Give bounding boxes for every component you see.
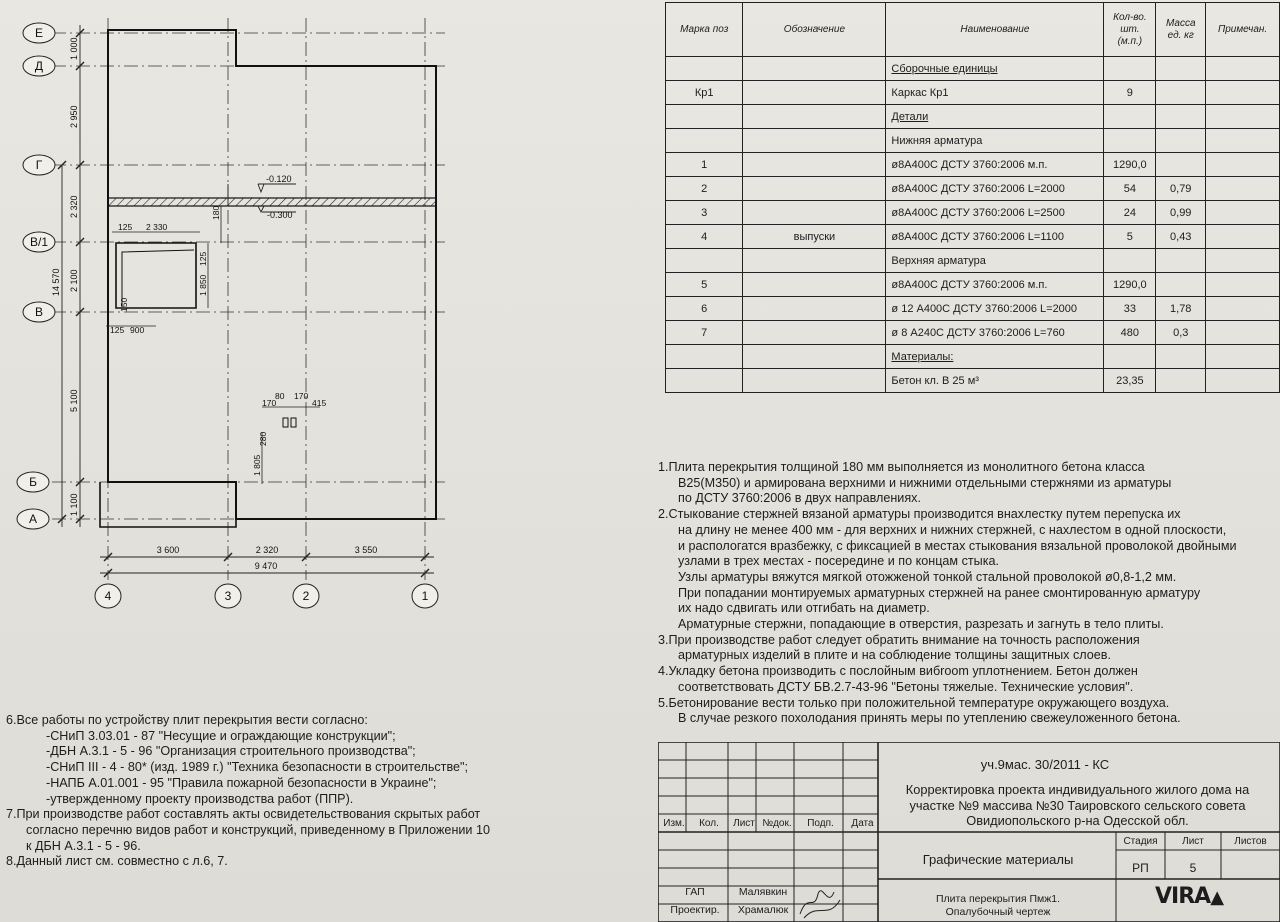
spec-cell-mass: 1,78 <box>1156 297 1206 321</box>
note-line: узлами в трех местах - посередине и по концам стыка. <box>678 554 999 569</box>
note-line: При попадании монтируемых арматурных стержней на ранее смонтированную арматуру <box>678 585 1201 600</box>
spec-cell-qty: 54 <box>1104 177 1156 201</box>
spec-cell-name: ø8А400С ДСТУ 3760:2006 м.п. <box>886 273 1104 297</box>
note-line: -утвержденному проекту производства работ (ППР). <box>46 791 354 806</box>
dim-h-3600: 3 600 <box>156 545 180 555</box>
floor-slab-plan <box>0 0 660 630</box>
role-designer: Проектир. <box>670 904 720 916</box>
dim-opening-900: 900 <box>130 325 145 335</box>
sheet-header: Лист <box>1182 836 1204 847</box>
spec-cell-qty: 33 <box>1104 297 1156 321</box>
note-line: 1.Плита перекрытия толщиной 180 мм выполняется из монолитного бетона класса <box>658 460 1145 474</box>
note-line: соответствовать ДСТУ БВ.2.7-43-96 "Бетоны тяжелые. Технические условия". <box>678 679 1134 694</box>
spec-cell-mass <box>1156 129 1206 153</box>
axis-label-e: Е <box>34 26 44 40</box>
note-line: к ДБН А.3.1 - 5 - 96. <box>26 838 141 853</box>
dim-v-5100: 5 100 <box>69 389 79 412</box>
spec-cell-mark <box>666 129 743 153</box>
spec-cell-note <box>1206 105 1280 129</box>
spec-cell-name: ø8А400С ДСТУ 3760:2006 L=1100 <box>886 225 1104 249</box>
spec-cell-mark: 7 <box>666 321 743 345</box>
spec-cell-qty <box>1104 249 1156 273</box>
dim-v-2100: 2 100 <box>69 269 79 292</box>
note-line: -ДБН А.3.1 - 5 - 96 "Организация строительного производства"; <box>46 744 416 759</box>
name-gap: Малявкин <box>738 886 788 898</box>
spec-cell-mark <box>666 369 743 393</box>
note-line: 6.Все работы по устройству плит перекрытия вести согласно: <box>6 713 368 727</box>
spec-cell-mass <box>1156 249 1206 273</box>
level-minus-0300: -0.300 <box>267 210 293 220</box>
sheets-header: Листов <box>1234 836 1267 847</box>
dim-detail-280: 280 <box>258 431 268 446</box>
axis-label-b: Б <box>29 475 37 489</box>
dim-v-1100: 1 100 <box>69 493 79 516</box>
note-line: арматурных изделий в плите и на соблюдение толщины защитных слоев. <box>678 648 1111 663</box>
spec-cell-qty: 24 <box>1104 201 1156 225</box>
dim-opening-125a: 125 <box>118 222 133 232</box>
dim-h-2320: 2 320 <box>255 545 279 555</box>
spec-cell-note <box>1206 369 1280 393</box>
dim-v-2950: 2 950 <box>69 105 79 128</box>
spec-cell-mark: 2 <box>666 177 743 201</box>
spec-cell-note <box>1206 225 1280 249</box>
spec-cell-designation <box>743 249 886 273</box>
spec-cell-designation <box>743 273 886 297</box>
spec-cell-qty: 23,35 <box>1104 369 1156 393</box>
spec-row <box>666 201 1280 225</box>
col-header-name: Наименование <box>886 3 1104 57</box>
spec-cell-designation <box>743 297 886 321</box>
project-title <box>880 782 1275 829</box>
note-line: Арматурные стержни, попадающие в отверстия, разрезать и загнуть в тело плиты. <box>678 617 1164 632</box>
spec-cell-name: Нижняя арматура <box>886 129 1104 153</box>
stage-value: РП <box>1132 861 1149 875</box>
spec-cell-qty: 1290,0 <box>1104 273 1156 297</box>
spec-cell-note <box>1206 177 1280 201</box>
dim-v-1000: 1 000 <box>69 37 79 60</box>
note-line: -НАПБ А.01.001 - 95 "Правила пожарной безопасности в Украине"; <box>46 775 437 790</box>
detail-openings <box>283 418 296 427</box>
spec-cell-designation <box>743 129 886 153</box>
spec-row <box>666 249 1280 273</box>
axis-label-2: 2 <box>302 589 310 603</box>
sheet-title <box>880 893 1116 918</box>
spec-cell-designation <box>743 105 886 129</box>
axis-lines <box>52 18 445 580</box>
spec-row <box>666 81 1280 105</box>
dim-opening-180: 180 <box>211 205 221 220</box>
spec-row <box>666 177 1280 201</box>
spec-section-row <box>666 57 1280 81</box>
spec-cell-mark: Кр1 <box>666 81 743 105</box>
section-assembly-label: Сборочные единицы <box>886 57 1104 81</box>
dim-detail-80: 80 <box>275 391 285 401</box>
spec-row <box>666 273 1280 297</box>
spec-cell-designation <box>743 177 886 201</box>
note-line: -СНиП III - 4 - 80* (изд. 1989 г.) "Техника безопасности в строительстве"; <box>46 760 468 775</box>
general-notes-left <box>6 713 566 870</box>
dim-detail-170a: 170 <box>294 391 309 401</box>
spec-cell-note <box>1206 81 1280 105</box>
spec-cell-qty <box>1104 105 1156 129</box>
note-line: -СНиП 3.03.01 - 87 "Несущие и ограждающие конструкции"; <box>46 728 396 743</box>
spec-cell-name: ø8А400С ДСТУ 3760:2006 L=2000 <box>886 177 1104 201</box>
axis-label-v: В <box>34 305 44 319</box>
col-data: Дата <box>851 818 874 829</box>
spec-cell-mark: 6 <box>666 297 743 321</box>
axis-label-d: Д <box>34 59 44 73</box>
note-line: 2.Стыкование стержней вязаной арматуры производится внахлестку путем перепуска их <box>658 507 1181 522</box>
spec-cell-qty <box>1104 345 1156 369</box>
spec-cell-note <box>1206 273 1280 297</box>
dim-v-2320: 2 320 <box>69 195 79 218</box>
spec-cell-mark: 4 <box>666 225 743 249</box>
spec-cell-note <box>1206 153 1280 177</box>
col-podp: Подп. <box>807 818 834 829</box>
spec-cell-mark: 3 <box>666 201 743 225</box>
section-title: Графические материалы <box>922 852 1074 867</box>
spec-cell-mass <box>1156 345 1206 369</box>
col-list: Лист <box>733 818 755 829</box>
doc-code: уч.9мас. 30/2011 - КС <box>980 757 1110 772</box>
spec-cell-mass: 0,3 <box>1156 321 1206 345</box>
spec-cell-designation: выпуски <box>743 225 886 249</box>
logo-text: VIRA <box>1155 884 1211 909</box>
spec-cell-mass: 0,99 <box>1156 201 1206 225</box>
spec-cell-note <box>1206 249 1280 273</box>
spec-row <box>666 345 1280 369</box>
spec-cell-mass <box>1156 369 1206 393</box>
role-gap: ГАП <box>685 886 705 898</box>
spec-cell-note <box>1206 321 1280 345</box>
note-line: 3.При производстве работ следует обратить внимание на точность расположения <box>658 632 1140 647</box>
note-line: 7.При производстве работ составлять акты освидетельствования скрытых работ <box>6 807 481 822</box>
spec-cell-name: ø8А400С ДСТУ 3760:2006 м.п. <box>886 153 1104 177</box>
spec-cell-note <box>1206 297 1280 321</box>
spec-cell-mass <box>1156 273 1206 297</box>
project-title-line: участке №9 массива №30 Таировского сельского совета <box>909 797 1246 813</box>
project-title-line: Овидиопольского р-на Одесской обл. <box>966 813 1189 828</box>
dim-opening-125b: 125 <box>198 251 208 266</box>
spec-cell-designation <box>743 321 886 345</box>
axis-label-4: 4 <box>104 589 112 603</box>
spec-cell-note <box>1206 129 1280 153</box>
dim-opening-2330: 2 330 <box>146 222 168 232</box>
col-header-designation: Обозначение <box>743 3 886 57</box>
col-header-mark: Марка поз <box>666 3 743 57</box>
spec-cell-note <box>1206 345 1280 369</box>
dim-opening-1850: 1 850 <box>198 274 208 296</box>
col-header-note: Примечан. <box>1206 3 1280 57</box>
spec-row <box>666 225 1280 249</box>
spec-cell-qty: 1290,0 <box>1104 153 1156 177</box>
dim-v-14570: 14 570 <box>51 268 61 296</box>
col-izm: Изм. <box>663 818 685 829</box>
spec-cell-name: Бетон кл. В 25 м³ <box>886 369 1104 393</box>
spec-cell-mass <box>1156 81 1206 105</box>
spec-row <box>666 297 1280 321</box>
general-notes-right <box>658 460 1280 727</box>
dim-h-9470: 9 470 <box>254 561 278 571</box>
spec-cell-name: Верхняя арматура <box>886 249 1104 273</box>
note-line: по ДСТУ 3760:2006 в двух направлениях. <box>678 491 921 506</box>
axis-label-1: 1 <box>421 589 429 603</box>
spec-cell-name: Детали <box>886 105 1104 129</box>
spec-row <box>666 369 1280 393</box>
spec-header-row <box>666 3 1280 57</box>
col-ndok: №док. <box>762 818 792 829</box>
col-header-mass: Масса ед. кг <box>1156 3 1206 57</box>
spec-row <box>666 129 1280 153</box>
project-title-line: Корректировка проекта индивидуального жилого дома на <box>905 782 1250 797</box>
axis-bubbles-letters <box>17 23 55 529</box>
spec-cell-designation <box>743 369 886 393</box>
slab-outline <box>108 30 436 519</box>
spec-cell-qty: 9 <box>1104 81 1156 105</box>
axis-bubbles-numbers <box>95 584 438 608</box>
note-line: согласно перечню видов работ и конструкций, приведенному в Приложении 10 <box>26 822 490 837</box>
spec-row <box>666 105 1280 129</box>
sheet-title-line: Плита перекрытия Пмж1. <box>936 893 1060 905</box>
note-line: В25(М350) и армирована верхними и нижними отдельными стержнями из арматуры <box>678 475 1172 490</box>
beam-section <box>108 198 436 206</box>
spec-cell-mass <box>1156 153 1206 177</box>
spec-cell-name: ø 12 А400С ДСТУ 3760:2006 L=2000 <box>886 297 1104 321</box>
dim-detail-1805: 1 805 <box>252 454 262 476</box>
note-line: 8.Данный лист см. совместно с л.6, 7. <box>6 854 228 869</box>
note-line: 5.Бетонирование вести только при положительной температуре окружающего воздуха. <box>658 695 1170 710</box>
col-header-qty: Кол-во. шт.(м.п.) <box>1104 3 1156 57</box>
note-line: их надо сдвигать или отгибать на диаметр. <box>678 601 930 616</box>
spec-row <box>666 321 1280 345</box>
note-line: на длину не менее 400 мм - для верхних и нижних стержней, с нахлестом в одной плоскости, <box>678 522 1227 537</box>
note-line: 4.Укладку бетона производить с послойным вибroom уплотнением. Бетон должен <box>658 664 1138 679</box>
name-designer: Храмалюк <box>737 904 789 916</box>
dim-detail-415: 415 <box>312 398 327 408</box>
spec-cell-name: ø 8 А240С ДСТУ 3760:2006 L=760 <box>886 321 1104 345</box>
spec-cell-designation <box>743 153 886 177</box>
dim-opening-150: 150 <box>119 297 129 312</box>
spec-cell-mass <box>1156 105 1206 129</box>
spec-cell-name: Материалы: <box>886 345 1104 369</box>
dim-opening-125c: 125 <box>110 325 125 335</box>
dim-detail-170b: 170 <box>262 398 277 408</box>
spec-cell-mark <box>666 249 743 273</box>
spec-cell-qty: 5 <box>1104 225 1156 249</box>
sheet-title-line: Опалубочный чертеж <box>945 905 1051 918</box>
spec-cell-name: Каркас Кр1 <box>886 81 1104 105</box>
company-logo: VIRA▲ <box>1155 884 1224 909</box>
spec-cell-note <box>1206 201 1280 225</box>
spec-cell-mark <box>666 105 743 129</box>
spec-cell-mark <box>666 345 743 369</box>
note-line: Узлы арматуры вяжутся мягкой отожженой тонкой стальной проволокой ø0,8-1,2 мм. <box>678 569 1177 584</box>
specification-table <box>665 2 1280 393</box>
spec-cell-mass: 0,79 <box>1156 177 1206 201</box>
spec-cell-mark: 5 <box>666 273 743 297</box>
note-line: В случае резкого похолодания принять меры по утеплению свежеуложенного бетона. <box>678 711 1181 726</box>
spec-cell-name: ø8А400С ДСТУ 3760:2006 L=2500 <box>886 201 1104 225</box>
spec-cell-designation <box>743 201 886 225</box>
spec-cell-mark: 1 <box>666 153 743 177</box>
spec-cell-designation <box>743 81 886 105</box>
stage-header: Стадия <box>1123 836 1158 847</box>
axis-label-a: А <box>28 512 38 526</box>
note-line: и распологатся вразбежку, с фиксацией в местах стыкования вязальной проволокой двойными <box>678 538 1237 553</box>
spec-cell-qty: 480 <box>1104 321 1156 345</box>
spec-cell-designation <box>743 345 886 369</box>
dim-h-3550: 3 550 <box>354 545 378 555</box>
spec-row <box>666 153 1280 177</box>
level-minus-0120: -0.120 <box>266 174 292 184</box>
axis-label-g: Г <box>35 158 43 172</box>
col-kol: Кол. <box>699 818 719 829</box>
axis-label-3: 3 <box>224 589 232 603</box>
axis-label-v1: В/1 <box>29 235 49 249</box>
spec-cell-qty <box>1104 129 1156 153</box>
sheet-number: 5 <box>1189 861 1197 875</box>
spec-cell-mass: 0,43 <box>1156 225 1206 249</box>
